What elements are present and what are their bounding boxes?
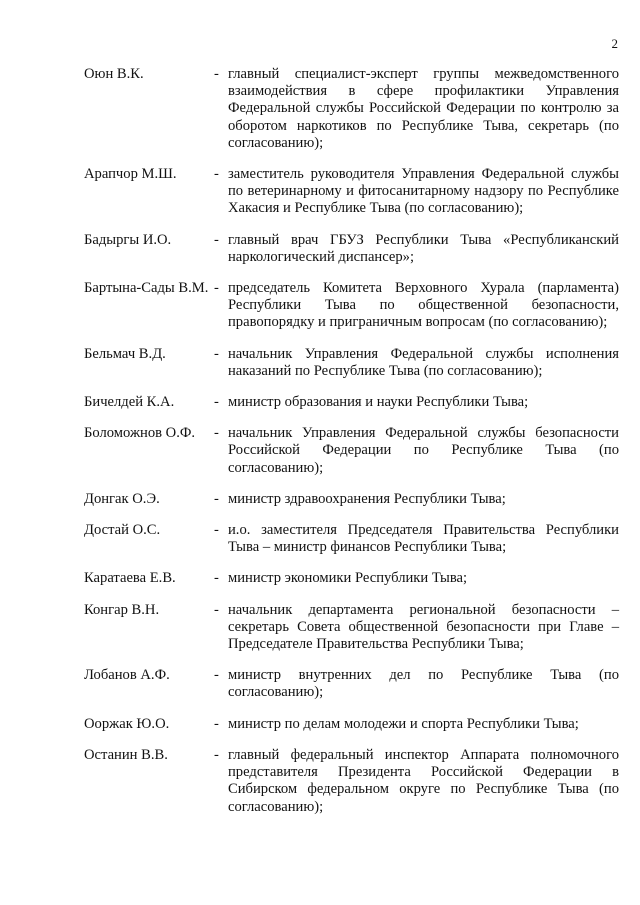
member-position: начальник департамента региональной безопасности – секретарь Совета общественной безопасности при Главе – Председателе Правительства Республики Тыва; — [228, 601, 619, 653]
member-name: Достай О.С. — [84, 522, 161, 539]
member-name: Каратаева Е.В. — [84, 570, 176, 587]
member-position: главный специалист-эксперт группы межведомственного взаимодействия в сфере профилактики Управления Федеральной службы Российской Федерации по контролю за оборотом наркотиков по Республике Тыва, секретарь (по согласованию); — [228, 66, 619, 151]
roster-entry — [84, 491, 619, 508]
member-name: Бичелдей К.А. — [84, 394, 175, 411]
member-position: заместитель руководителя Управления Федеральной службы по ветеринарному и фитосанитарному надзору по Республике Хакасия и Республике Тыва (по согласованию); — [228, 166, 619, 217]
member-name: Оюн В.К. — [84, 66, 144, 82]
member-position: и.о. заместителя Председателя Правительства Республики Тыва – министр финансов Республики Тыва; — [228, 522, 619, 556]
member-name: Бельмач В.Д. — [84, 345, 166, 362]
member-roster — [84, 66, 619, 816]
roster-entry — [84, 522, 619, 556]
member-position: начальник Управления Федеральной службы исполнения наказаний по Республике Тыва (по согласованию); — [228, 345, 619, 379]
page-number: 2 — [611, 36, 618, 51]
roster-entry — [84, 166, 619, 218]
roster-entry — [84, 66, 619, 152]
member-position: министр образования и науки Республики Тыва; — [228, 394, 529, 411]
separator-dash: - — [214, 425, 219, 442]
separator-dash: - — [214, 490, 219, 507]
member-name: Бартына-Сады В.М. — [84, 280, 209, 297]
separator-dash: - — [214, 667, 219, 684]
roster-entry — [84, 570, 619, 587]
separator-dash: - — [214, 601, 219, 618]
member-position: главный врач ГБУЗ Республики Тыва «Республиканский наркологический диспансер»; — [228, 231, 619, 265]
separator-dash: - — [214, 231, 219, 248]
member-name: Останин В.В. — [84, 746, 168, 763]
roster-entry — [84, 232, 619, 266]
separator-dash: - — [214, 345, 219, 362]
member-name: Донгак О.Э. — [84, 490, 160, 507]
member-position: министр экономики Республики Тыва; — [228, 570, 468, 587]
member-name: Бадыргы И.О. — [84, 231, 172, 248]
separator-dash: - — [214, 570, 219, 587]
roster-entry — [84, 346, 619, 380]
separator-dash: - — [214, 394, 219, 411]
separator-dash: - — [214, 66, 219, 82]
member-position: главный федеральный инспектор Аппарата полномочного представителя Президента Российской Федерации в Сибирском федеральном округе по Республике Тыва (по согласованию); — [228, 746, 619, 815]
separator-dash: - — [214, 522, 219, 539]
member-name: Лобанов А.Ф. — [84, 667, 170, 684]
member-name: Конгар В.Н. — [84, 601, 160, 618]
roster-entry — [84, 602, 619, 654]
roster-entry — [84, 747, 619, 816]
member-position: председатель Комитета Верховного Хурала (парламента) Республики Тыва по общественной безопасности, правопорядку и приграничным вопросам (по согласованию); — [228, 280, 619, 331]
roster-entry — [84, 667, 619, 701]
member-name: Арапчор М.Ш. — [84, 166, 177, 183]
member-name: Боломожнов О.Ф. — [84, 425, 196, 442]
member-position: министр здравоохранения Республики Тыва; — [228, 490, 506, 507]
roster-entry — [84, 425, 619, 477]
separator-dash: - — [214, 746, 219, 763]
member-position: министр внутренних дел по Республике Тыва (по согласованию); — [228, 667, 619, 701]
member-position: начальник Управления Федеральной службы безопасности Российской Федерации по Республике Тыва (по согласованию); — [228, 425, 619, 476]
separator-dash: - — [214, 166, 219, 183]
separator-dash: - — [214, 280, 219, 297]
member-name: Ооржак Ю.О. — [84, 715, 170, 732]
member-position: министр по делам молодежи и спорта Республики Тыва; — [228, 715, 579, 732]
separator-dash: - — [214, 715, 219, 732]
roster-entry — [84, 280, 619, 332]
roster-entry — [84, 394, 619, 411]
roster-entry — [84, 716, 619, 733]
